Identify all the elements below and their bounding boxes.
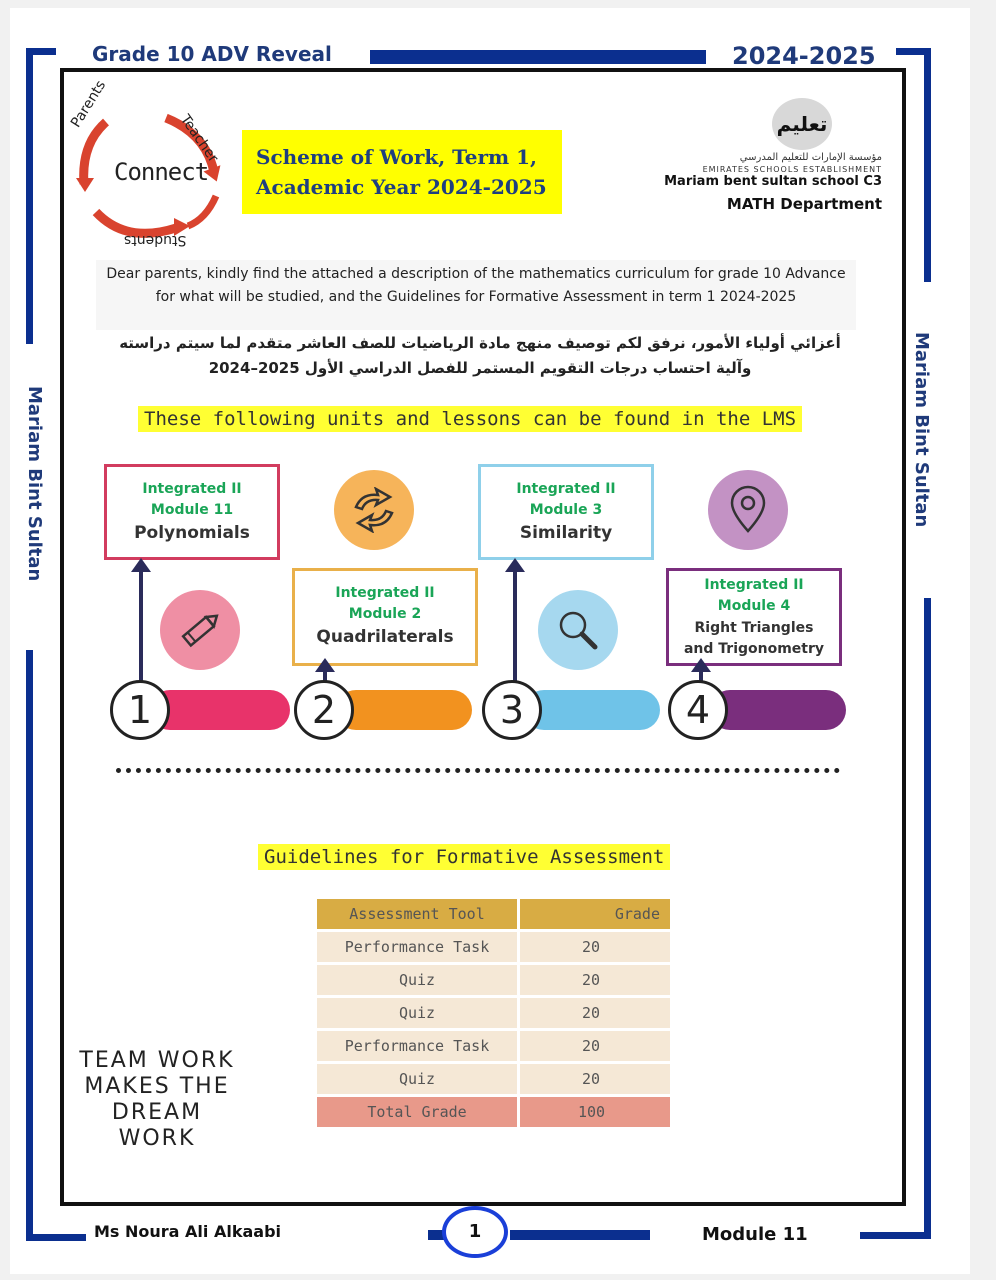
module-1-module: Module 11: [150, 502, 234, 518]
assessment-total-label: Total Grade: [317, 1097, 517, 1127]
connect-logo-students: Students: [124, 232, 187, 248]
module-4-module: Module 4: [717, 598, 791, 614]
team-slogan-line2: MAKES THE: [84, 1074, 230, 1099]
department: MATH Department: [726, 195, 882, 213]
assessment-tool-cell: Performance Task: [317, 1031, 517, 1061]
school-logo: [772, 98, 832, 150]
table-row: [317, 932, 670, 962]
module-card-4: [666, 568, 842, 666]
magnifier-icon: [553, 605, 603, 655]
assessment-header-grade: Grade: [520, 899, 670, 929]
right-border-cap-top: [896, 48, 931, 55]
connect-logo-teacher: Teacher: [176, 112, 222, 166]
module-4-pill: [710, 690, 846, 730]
table-row: [317, 1064, 670, 1094]
footer-teacher: Ms Noura Ali Alkaabi: [94, 1222, 282, 1241]
parent-message-line2: for what will be studied, and the Guidelines for Formative Assessment in term 1 2024-2025: [155, 289, 797, 305]
connect-logo-center: Connect: [114, 158, 209, 186]
footer-bar-right: [510, 1230, 650, 1240]
module-4-course: Integrated II: [704, 577, 804, 593]
lms-note: These following units and lessons can be found in the LMS: [138, 406, 802, 432]
assessment-grade-cell: 20: [520, 1031, 670, 1061]
left-side-label: Mariam Bint Sultan: [24, 386, 45, 582]
module-3-arrow-line: [513, 568, 517, 688]
right-side-label: Mariam Bint Sultan: [911, 332, 932, 528]
guidelines-title: Guidelines for Formative Assessment: [258, 844, 670, 870]
school-org-ar: مؤسسة الإمارات للتعليم المدرسي: [739, 152, 882, 163]
arabic-message-line2: وآلية احتساب درجات التقويم المستمر للفصل الدراسي الأول 2025–2024: [208, 359, 752, 377]
footer-page-number: 1: [442, 1206, 508, 1258]
module-2-module: Module 2: [348, 606, 422, 622]
team-slogan-line1: TEAM WORK: [79, 1048, 235, 1073]
assessment-grade-cell: 20: [520, 1064, 670, 1094]
module-1-number: 1: [110, 680, 170, 740]
school-name: Mariam bent sultan school C3: [664, 174, 882, 189]
module-4-title-line1: Right Triangles: [694, 620, 814, 636]
parent-message: [96, 260, 856, 330]
dotted-divider: [116, 768, 840, 773]
module-1-title: Polynomials: [134, 523, 250, 543]
assessment-tool-cell: Quiz: [317, 998, 517, 1028]
header-bar: [370, 50, 706, 64]
module-3-title: Similarity: [519, 523, 613, 543]
right-border-cap-bottom: [860, 1232, 931, 1239]
table-row: [317, 965, 670, 995]
document-page: [10, 8, 970, 1274]
table-row: [317, 1031, 670, 1061]
team-slogan-line3: DREAM WORK: [111, 1100, 203, 1151]
connect-logo: [66, 77, 236, 260]
header-year: 2024-2025: [732, 42, 876, 70]
module-1-arrow-icon: [131, 558, 151, 574]
assessment-tool-cell: Quiz: [317, 1064, 517, 1094]
module-1-icon-circle: [160, 590, 240, 670]
table-row: [317, 998, 670, 1028]
arabic-message-line1: أعزائي أولياء الأمور، نرفق لكم توصيف منهج مادة الرياضيات للصف العاشر متقدم لما سيتم دراسته: [119, 334, 841, 352]
module-1-arrow-line: [139, 568, 143, 688]
assessment-header-tool: Assessment Tool: [317, 899, 517, 929]
module-3-module: Module 3: [529, 502, 603, 518]
team-slogan: [72, 1048, 242, 1152]
module-3-icon-circle: [538, 590, 618, 670]
parent-message-line1: Dear parents, kindly find the attached a description of the mathematics curriculum for grade 10 Advance: [106, 266, 846, 282]
right-border-bar-top: [924, 48, 931, 282]
scheme-title-box: [242, 130, 562, 214]
module-card-2: [292, 568, 478, 666]
module-1-course: Integrated II: [142, 481, 242, 497]
assessment-total-value: 100: [520, 1097, 670, 1127]
school-org-en: EMIRATES SCHOOLS ESTABLISHMENT: [702, 165, 882, 174]
header-title: Grade 10 ADV Reveal: [92, 42, 332, 66]
right-border-bar-bottom: [924, 598, 931, 1238]
assessment-table-header: [317, 899, 670, 929]
location-pin-icon: [728, 485, 768, 535]
module-2-pill: [336, 690, 472, 730]
module-2-course: Integrated II: [335, 585, 435, 601]
module-3-number: 3: [482, 680, 542, 740]
assessment-tool-cell: Quiz: [317, 965, 517, 995]
school-logo-text: تعليم: [776, 112, 828, 136]
module-3-course: Integrated II: [516, 481, 616, 497]
module-4-title-line2: and Trigonometry: [683, 641, 825, 657]
left-border-bar-bottom: [26, 650, 33, 1240]
module-4-icon-circle: [708, 470, 788, 550]
connect-logo-parents: Parents: [68, 77, 110, 131]
pencil-icon: [175, 605, 225, 655]
refresh-cycle-icon: [346, 487, 402, 533]
assessment-table: [314, 896, 673, 1130]
left-border-cap-top: [26, 48, 56, 55]
module-2-number: 2: [294, 680, 354, 740]
module-2-arrow-icon: [315, 658, 335, 674]
module-4-arrow-icon: [691, 658, 711, 674]
module-4-number: 4: [668, 680, 728, 740]
module-2-icon-circle: [334, 470, 414, 550]
module-card-3: [478, 464, 654, 560]
module-3-arrow-icon: [505, 558, 525, 574]
assessment-grade-cell: 20: [520, 932, 670, 962]
left-border-cap-bottom: [26, 1234, 86, 1241]
module-2-title: Quadrilaterals: [316, 627, 454, 647]
assessment-total-row: [317, 1097, 670, 1127]
scheme-line2: Academic Year 2024-2025: [256, 175, 547, 199]
footer-module: Module 11: [702, 1224, 808, 1245]
scheme-line1: Scheme of Work, Term 1,: [256, 145, 537, 169]
left-border-bar-top: [26, 48, 33, 344]
assessment-grade-cell: 20: [520, 998, 670, 1028]
module-3-pill: [524, 690, 660, 730]
module-1-pill: [150, 690, 290, 730]
assessment-tool-cell: Performance Task: [317, 932, 517, 962]
assessment-grade-cell: 20: [520, 965, 670, 995]
module-card-1: [104, 464, 280, 560]
